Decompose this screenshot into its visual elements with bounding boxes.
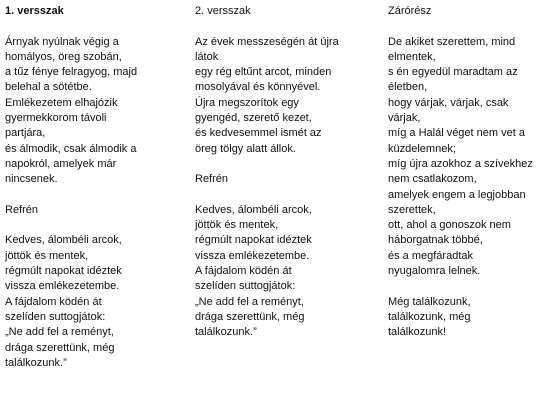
text-line: partjára,	[5, 127, 46, 140]
text-line: „Ne add fel a reményt,	[5, 326, 114, 339]
text-line: drága szerettünk, még	[5, 341, 115, 354]
text-line: míg a Halál véget nem vet a	[388, 127, 525, 140]
blank-line	[195, 19, 385, 34]
text-line: találkozunk, még	[388, 310, 471, 323]
text-line: küzdelemnek;	[388, 142, 456, 155]
text-line: mosolyával és könnyével.	[195, 81, 321, 94]
text-line: várjak,	[388, 112, 421, 125]
column-closing	[388, 4, 548, 341]
text-line: régmúlt napokat idéztek	[5, 265, 122, 278]
text-line: jöttök és mentek,	[195, 219, 279, 232]
text-line: egy rég eltűnt arcot, minden	[195, 66, 332, 79]
blank-line	[5, 188, 190, 203]
text-line: amelyek engem a legjobban	[388, 188, 526, 201]
blank-line	[195, 188, 385, 203]
text-line: jöttök és mentek,	[5, 249, 89, 262]
text-line: Kedves, álombéli arcok,	[5, 234, 122, 247]
text-line: szelíden suttogjátok:	[195, 280, 296, 293]
column-heading: 2. versszak	[195, 5, 251, 17]
column-heading: Zárórész	[388, 5, 432, 17]
text-line: régmúlt napokat idéztek	[195, 234, 312, 247]
text-line: háborgatnak többé,	[388, 234, 483, 247]
text-line: drága szerettünk, még	[195, 310, 305, 323]
text-line: életben,	[388, 81, 428, 94]
text-line: Még találkozunk,	[388, 295, 471, 308]
column-lines	[195, 19, 385, 340]
text-line: vissza emlékezetembe.	[195, 249, 310, 262]
text-line: ott, ahol a gonoszok nem	[388, 219, 511, 232]
text-line: Refrén	[195, 173, 229, 186]
text-line: Kedves, álombéli arcok,	[195, 203, 312, 216]
text-line: Újra megszorítok egy	[195, 96, 299, 109]
text-line: míg újra azokhoz a szívekhez	[388, 157, 533, 170]
text-line: elmentek,	[388, 50, 436, 63]
text-line: találkozunk.”	[195, 326, 257, 339]
blank-line	[5, 218, 190, 233]
column-lines	[5, 19, 190, 371]
text-line: találkozunk!	[388, 326, 447, 339]
column-lines	[388, 19, 548, 340]
text-line: A fájdalom ködén át	[195, 265, 292, 278]
text-line: a tűz fénye felragyog, majd	[5, 66, 138, 79]
blank-line	[388, 19, 548, 34]
text-line: Emlékezetem elhajózik	[5, 96, 118, 109]
text-line: homályos, öreg szobán,	[5, 50, 122, 63]
blank-line	[195, 157, 385, 172]
text-line: „Ne add fel a reményt,	[195, 295, 304, 308]
column-verse-2	[195, 4, 385, 341]
text-line: Az évek messzeségén át újra	[195, 35, 339, 48]
text-line: nem csatlakozom,	[388, 173, 477, 186]
text-line: nincsenek.	[5, 173, 58, 186]
text-line: De akiket szerettem, mind	[388, 35, 516, 48]
text-line: és kedvesemmel ismét az	[195, 127, 322, 140]
column-heading: 1. versszak	[5, 5, 64, 17]
text-line: látok	[195, 50, 219, 63]
text-line: Árnyak nyúlnak végig a	[5, 35, 119, 48]
text-line: találkozunk.”	[5, 356, 67, 369]
blank-line	[388, 279, 548, 294]
text-line: gyermekkorom távoli	[5, 112, 107, 125]
text-line: szelíden suttogjátok:	[5, 310, 106, 323]
text-line: napokról, amelyek már	[5, 157, 117, 170]
text-line: A fájdalom ködén át	[5, 295, 102, 308]
text-line: öreg tölgy alatt állok.	[195, 142, 296, 155]
text-line: és álmodik, csak álmodik a	[5, 142, 137, 155]
text-line: szerettek,	[388, 203, 436, 216]
blank-line	[5, 19, 190, 34]
text-line: nyugalomra lelnek.	[388, 265, 481, 278]
text-line: hogy várjak, várjak, csak	[388, 96, 509, 109]
text-line: gyengéd, szerető kezet,	[195, 112, 312, 125]
text-line: Refrén	[5, 203, 39, 216]
text-line: és a megfáradtak	[388, 249, 473, 262]
text-line: belehal a sötétbe.	[5, 81, 92, 94]
column-verse-1	[5, 4, 190, 371]
text-line: vissza emlékezetembe.	[5, 280, 120, 293]
text-line: s én egyedül maradtam az	[388, 66, 518, 79]
